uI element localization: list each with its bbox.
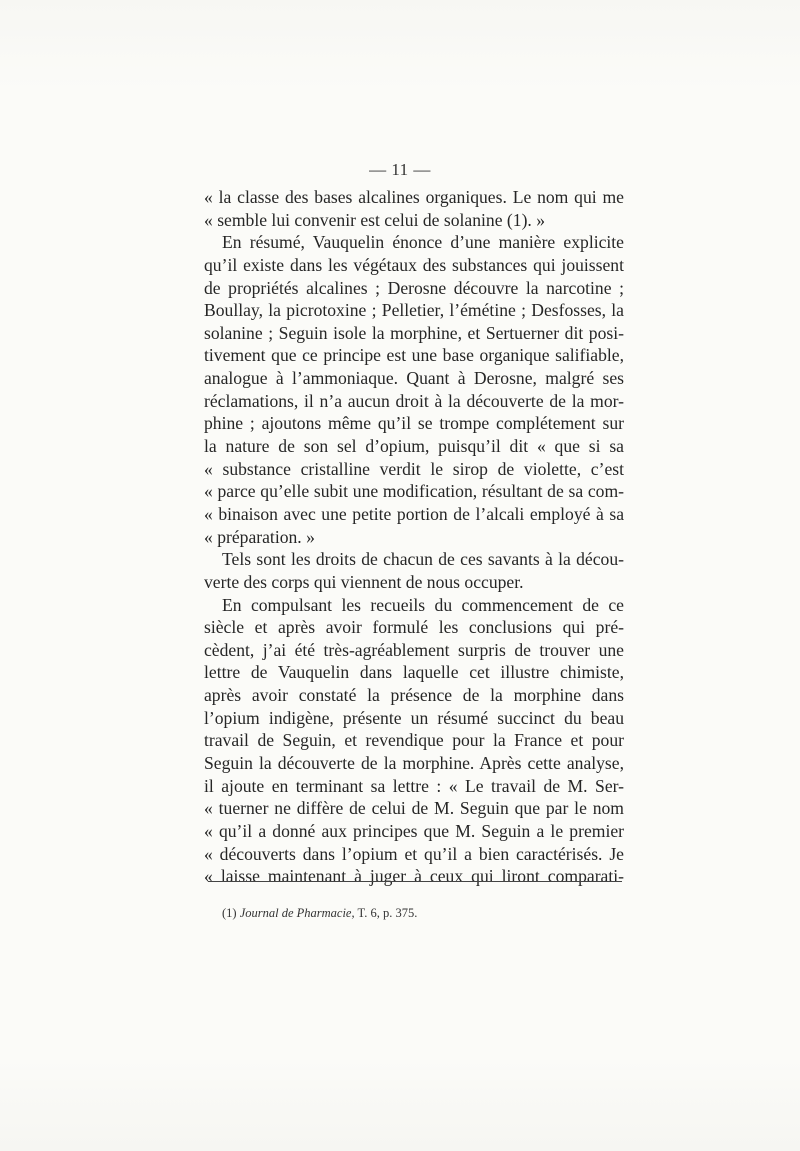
page-number: — 11 — <box>369 160 431 179</box>
text-line: lettre de Vauquelin dans laquelle cet illustre chimiste, <box>204 662 624 683</box>
text-line: En compulsant les recueils du commencement de ce <box>222 594 624 615</box>
text-line: solanine ; Seguin isole la morphine, et Sertuerner dit posi- <box>204 322 624 343</box>
text-line: Tels sont les droits de chacun de ces savants à la décou- <box>222 549 624 570</box>
text-line: cèdent, j’ai été très-agréablement surpris de trouver une <box>204 639 624 660</box>
footnote-source: Journal de Pharmacie, <box>239 906 355 920</box>
text-line: qu’il existe dans les végétaux des substances qui jouissent <box>204 254 624 275</box>
text-line: Boullay, la picrotoxine ; Pelletier, l’émétine ; Desfosses, la <box>204 300 624 321</box>
text-line: il ajoute en terminant sa lettre : « Le travail de M. Ser- <box>204 775 624 796</box>
text-line: Seguin la découverte de la morphine. Après cette analyse, <box>204 753 624 774</box>
text-line: « découverts dans l’opium et qu’il a bien caractérisés. Je <box>204 843 624 864</box>
text-line: « substance cristalline verdit le sirop de violette, c’est <box>204 458 624 479</box>
text-line: « tuerner ne diffère de celui de M. Seguin que par le nom <box>204 798 624 819</box>
text-line: après avoir constaté la présence de la morphine dans <box>204 685 624 706</box>
text-line: réclamations, il n’a aucun droit à la découverte de la mor- <box>204 390 624 411</box>
footnote <box>222 906 417 921</box>
text-line: tivement que ce principe est une base organique salifiable, <box>204 345 624 366</box>
body-text <box>204 186 624 888</box>
text-line: de propriétés alcalines ; Derosne découvre la narcotine ; <box>204 277 624 298</box>
text-line: la nature de son sel d’opium, puisqu’il dit « que si sa <box>204 436 624 457</box>
footnote-divider <box>208 881 622 882</box>
text-line: « qu’il a donné aux principes que M. Seguin a le premier <box>204 820 624 841</box>
text-line: « parce qu’elle subit une modification, résultant de sa com- <box>204 481 624 502</box>
text-line: travail de Seguin, et revendique pour la France et pour <box>204 730 624 751</box>
text-line: « préparation. » <box>204 526 315 547</box>
text-line: En résumé, Vauquelin énonce d’une manière explicite <box>222 232 624 253</box>
footnote-reference: T. 6, p. 375. <box>357 906 418 920</box>
text-line: « la classe des bases alcalines organiques. Le nom qui me <box>204 187 624 207</box>
footnote-marker: (1) <box>222 906 237 920</box>
text-line: verte des corps qui viennent de nous occuper. <box>204 571 524 592</box>
text-line: « binaison avec une petite portion de l’alcali employé à sa <box>204 503 624 524</box>
text-line: « laisse maintenant à juger à ceux qui liront comparati- <box>204 866 624 887</box>
text-line: « semble lui convenir est celui de solanine (1). » <box>204 209 546 230</box>
text-line: phine ; ajoutons même qu’il se trompe complétement sur <box>204 413 624 434</box>
text-line: siècle et après avoir formulé les conclusions qui pré- <box>204 617 624 638</box>
text-line: analogue à l’ammoniaque. Quant à Derosne, malgré ses <box>204 368 624 389</box>
text-line: l’opium indigène, présente un résumé succinct du beau <box>204 707 624 728</box>
